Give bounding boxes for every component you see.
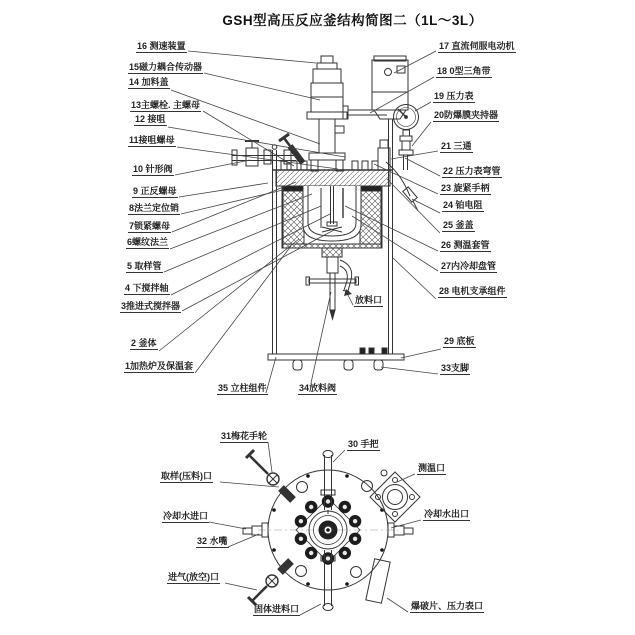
part-label-lock-nut: 7锁紧螺母: [129, 221, 171, 231]
part-label-column-assembly: 35 立柱组件: [218, 383, 267, 393]
sampling-port-valve: [246, 450, 293, 500]
part-label-feed-cover: 14 加料盖: [129, 77, 169, 87]
part-label-plum-handwheel: 31梅花手轮: [221, 431, 268, 441]
part-label-v-belt: 18 0型三角带: [437, 66, 491, 76]
page-title: GSH型高压反应釜结构简图二（1L～3L）: [222, 13, 483, 28]
part-label-tee: 21 三通: [441, 141, 472, 151]
port-label-rupture-disc-gauge: 爆破片、压力表口: [411, 601, 484, 611]
part-label-needle-valve: 10 针形阀: [133, 164, 173, 174]
part-label-support-leg: 33支脚: [441, 363, 470, 373]
part-label-gauge-bend-pipe: 22 压力表弯管: [443, 166, 501, 176]
rupture-port-plate: [366, 559, 390, 603]
rupture-disc-holder: [399, 136, 413, 170]
part-label-thermowell: 26 测温套管: [441, 240, 490, 250]
part-label-nozzle: 12 接咀: [135, 114, 166, 124]
leader-lines: [159, 51, 441, 615]
part-label-kettle-lid: 25 釜盖: [443, 220, 474, 230]
part-label-kettle-body: 2 釜体: [131, 338, 157, 348]
part-label-double-nut: 9 正反螺母: [133, 186, 177, 196]
lid-top-view: [258, 470, 398, 590]
part-label-threaded-flange: 6螺纹法兰: [127, 237, 169, 247]
part-label-lower-stir-shaft: 4 下搅拌轴: [125, 283, 169, 293]
port-label-solid-feed: 固体进料口: [254, 604, 300, 614]
part-label-speed-sensor: 16 测速装置: [137, 41, 186, 51]
v-belt: [343, 106, 387, 119]
part-label-propeller-stirrer: 3推进式搅拌器: [121, 301, 181, 311]
port-label-cooling-water-outlet: 冷却水出口: [424, 509, 470, 519]
port-label-cooling-water-inlet: 冷却水进口: [163, 511, 209, 521]
port-label-sampling: 取样(压料)口: [161, 471, 212, 481]
part-label-handle: 30 手把: [348, 439, 379, 449]
port-label-gas-inlet: 进气(放空)口: [168, 572, 219, 582]
part-label-cooling-coil: 27内冷却盘管: [441, 261, 497, 271]
part-label-platinum-rtd: 24 铂电阻: [443, 200, 483, 210]
part-label-rupture-disc-holder: 20防爆膜夹持器: [434, 110, 499, 120]
part-label-heating-furnace: 1加热炉及保温套: [125, 361, 194, 371]
part-label-discharge-port: 放料口: [355, 295, 383, 305]
part-label-base-plate: 29 底板: [444, 336, 475, 346]
part-label-dc-servo-motor: 17 直流伺服电动机: [439, 41, 515, 51]
discharge-valve: [306, 248, 359, 319]
port-label-temperature: 测温口: [418, 463, 446, 473]
part-label-sampling-tube: 5 取样管: [127, 261, 162, 271]
part-label-nozzle-nut: 11接咀螺母: [129, 135, 175, 145]
pressure-gauge: [394, 105, 419, 137]
part-label-water-nozzle: 32 水嘴: [197, 536, 228, 546]
speed-sensor: [313, 56, 341, 83]
gas-inlet-valve: [248, 561, 291, 605]
part-label-discharge-valve: 34放料阀: [299, 383, 337, 393]
magnetic-coupler: [307, 83, 347, 171]
part-label-tighten-handle: 23 旋紧手柄: [441, 183, 490, 193]
part-label-magnetic-coupler: 15磁力耦合传动器: [129, 62, 203, 72]
part-label-main-bolts: 13主螺栓. 主螺母: [131, 100, 201, 110]
part-label-flange-pin: 8法兰定位销: [129, 203, 180, 213]
part-label-motor-support: 28 电机支承组件: [439, 286, 506, 296]
part-label-pressure-gauge: 19 压力表: [434, 91, 474, 101]
